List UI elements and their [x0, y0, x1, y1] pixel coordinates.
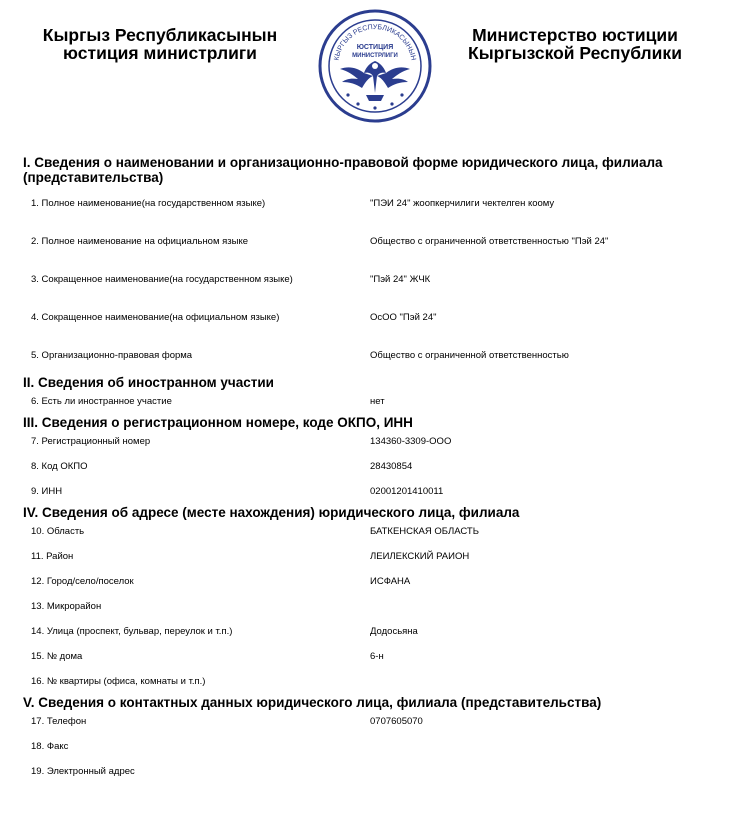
table-row — [0, 390, 748, 415]
field-label: 6. Есть ли иностранное участие — [31, 396, 172, 407]
section-title: IV. Сведения об адресе (месте нахождения) юридического лица, филиала — [23, 505, 520, 520]
table-row — [0, 185, 748, 223]
seal-text-mid1: ЮСТИЦИЯ — [356, 44, 394, 51]
section-address — [0, 505, 748, 695]
field-value: Общество с ограниченной ответственностью — [370, 350, 569, 361]
field-label: 13. Микрорайон — [31, 601, 102, 612]
field-label: 18. Факс — [31, 741, 69, 752]
field-value: БАТКЕНСКАЯ ОБЛАСТЬ — [370, 526, 479, 537]
field-label: 11. Район — [31, 551, 74, 562]
field-value: 28430854 — [370, 461, 413, 472]
field-value: ОсОО "Пэй 24" — [370, 312, 437, 323]
section-registration-codes — [0, 415, 748, 505]
field-value: 02001201410011 — [370, 486, 444, 497]
table-row — [0, 645, 748, 670]
field-value: "ПЭИ 24" жоопкерчилиги чектелген коому — [370, 198, 555, 209]
field-label: 1. Полное наименование(на государственном языке) — [31, 198, 266, 209]
field-value: "Пэй 24" ЖЧК — [370, 274, 431, 285]
field-label: 3. Сокращенное наименование(на государственном языке) — [31, 274, 293, 285]
field-label: 10. Область — [31, 526, 85, 537]
section-title: II. Сведения об иностранном участии — [23, 375, 274, 390]
table-row — [0, 455, 748, 480]
table-row — [0, 620, 748, 645]
ministry-name-kyrgyz: Кыргыз Республикасынын юстиция министрлиги — [42, 25, 278, 63]
field-value: нет — [370, 396, 385, 407]
field-value: 6-н — [370, 651, 384, 662]
table-row — [0, 299, 748, 337]
table-row — [0, 520, 748, 545]
field-label: 4. Сокращенное наименование(на официальном языке) — [31, 312, 280, 323]
field-label: 19. Электронный адрес — [31, 766, 135, 777]
field-label: 12. Город/село/поселок — [31, 576, 134, 587]
field-label: 2. Полное наименование на официальном языке — [31, 236, 249, 247]
table-row — [0, 760, 748, 785]
section-contacts — [0, 695, 748, 785]
field-label: 15. № дома — [31, 651, 83, 662]
table-row — [0, 430, 748, 455]
section-title: I. Сведения о наименовании и организационно-правовой форме юридического лица, филиала (представительства) — [23, 155, 663, 185]
field-value: ЛЕИЛЕКСКИЙ РАИОН — [370, 551, 470, 562]
section-title: III. Сведения о регистрационном номере, коде ОКПО, ИНН — [23, 415, 413, 430]
ministry-seal-emblem — [318, 9, 432, 123]
seal-text-mid2: МИНИСТРЛИГИ — [352, 53, 398, 59]
table-row — [0, 570, 748, 595]
table-row — [0, 710, 748, 735]
registration-details — [0, 155, 748, 785]
field-value: 0707605070 — [370, 716, 423, 727]
field-label: 14. Улица (проспект, бульвар, переулок и т.п.) — [31, 626, 233, 637]
field-label: 16. № квартиры (офиса, комнаты и т.п.) — [31, 676, 206, 687]
table-row — [0, 545, 748, 570]
table-row — [0, 595, 748, 620]
document-header — [0, 0, 748, 140]
field-label: 7. Регистрационный номер — [31, 436, 151, 447]
table-row — [0, 223, 748, 261]
section-name-and-legal-form — [0, 155, 748, 375]
ministry-name-russian: Министерство юстиции Кыргызской Республики — [468, 25, 682, 63]
field-label: 8. Код ОКПО — [31, 461, 88, 472]
field-value: Додосьяна — [370, 626, 418, 637]
section-foreign-participation — [0, 375, 748, 415]
seal-text-top: КЫРГЫЗ РЕСПУБЛИКАСЫНЫН — [333, 23, 417, 62]
field-label: 17. Телефон — [31, 716, 87, 727]
table-row — [0, 735, 748, 760]
field-value: Общество с ограниченной ответственностью "Пэй 24" — [370, 236, 609, 247]
table-row — [0, 261, 748, 299]
field-label: 9. ИНН — [31, 486, 63, 497]
field-value: ИСФАНА — [370, 576, 411, 587]
table-row — [0, 480, 748, 505]
section-title: V. Сведения о контактных данных юридического лица, филиала (представительства) — [23, 695, 602, 710]
table-row — [0, 670, 748, 695]
field-label: 5. Организационно-правовая форма — [31, 350, 193, 361]
table-row — [0, 337, 748, 375]
field-value: 134360-3309-ООО — [370, 436, 452, 447]
